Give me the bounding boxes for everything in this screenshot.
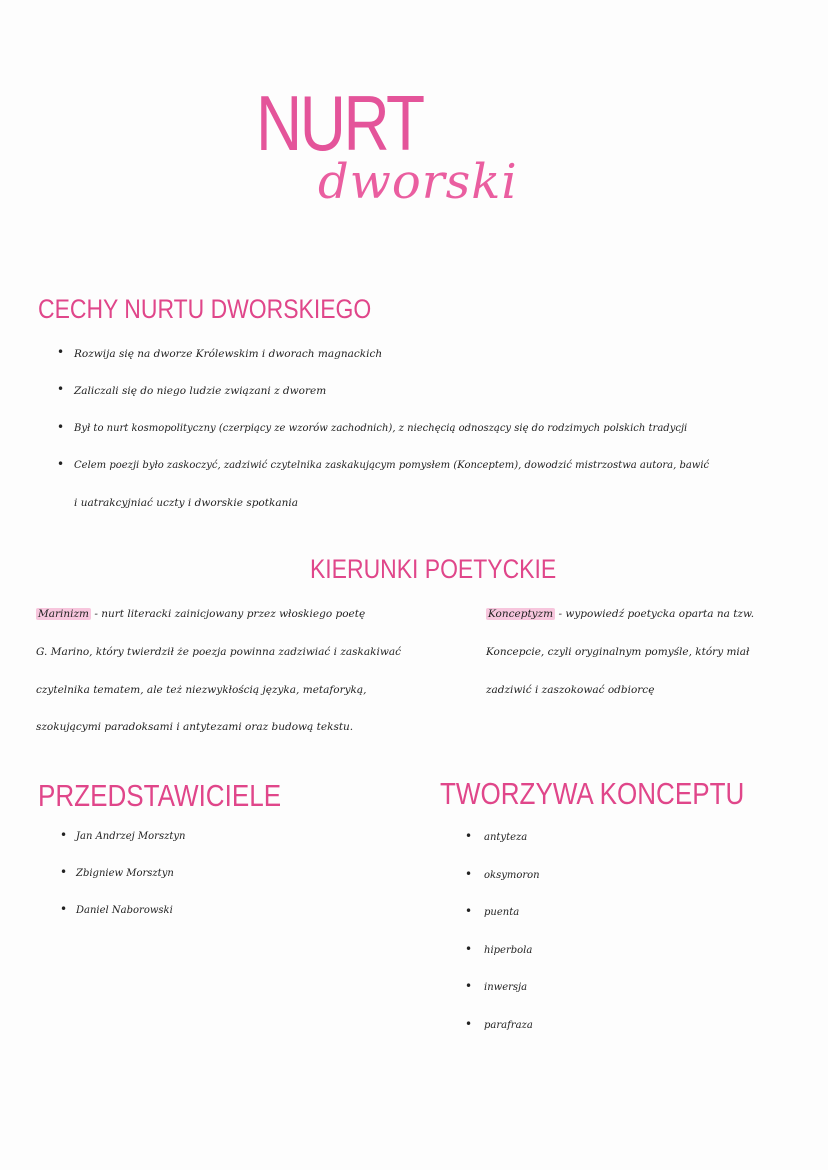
page-subtitle: dworski	[318, 154, 518, 210]
marinizm-line: G. Marino, który twierdził że poezja powinna zadziwiać i zaskakiwać	[36, 646, 401, 658]
bullet-icon: •	[465, 867, 473, 881]
marinizm-line: szokującymi paradoksami i antytezami oraz budową tekstu.	[36, 721, 354, 733]
bullet-icon: •	[60, 902, 68, 916]
bullet-icon: •	[465, 942, 473, 956]
bullet-icon: •	[57, 345, 65, 359]
konceptyzm-term: Konceptyzm	[488, 608, 554, 620]
bullet-icon: •	[57, 382, 65, 396]
list-item: Celem poezji było zaskoczyć, zadziwić czytelnika zaskakującym pomysłem (Konceptem), dowodzić mistrzostwa autora, bawić	[74, 460, 710, 471]
list-item: Daniel Naborowski	[76, 905, 173, 916]
bullet-icon: •	[465, 829, 473, 843]
bullet-icon: •	[465, 904, 473, 918]
bullet-icon: •	[60, 828, 68, 842]
list-item: antyteza	[484, 832, 528, 843]
list-item: Jan Andrzej Morsztyn	[76, 831, 186, 842]
list-item: inwersja	[484, 982, 528, 993]
bullet-icon: •	[465, 1017, 473, 1031]
list-item: Zaliczali się do niego ludzie związani z dworem	[74, 385, 327, 397]
bullet-icon: •	[57, 457, 65, 471]
section-heading-kierunki: KIERUNKI POETYCKIE	[310, 554, 557, 584]
list-item: Był to nurt kosmopolityczny (czerpiący ze wzorów zachodnich), z niechęcią odnoszący się do rodzimych polskich tradycji	[74, 423, 688, 434]
list-item: oksymoron	[484, 870, 540, 881]
list-item: parafraza	[484, 1020, 533, 1031]
list-item: Zbigniew Morsztyn	[76, 868, 174, 879]
list-item: Rozwija się na dworze Królewskim i dworach magnackich	[74, 348, 383, 360]
section-heading-cechy: CECHY NURTU DWORSKIEGO	[38, 294, 372, 324]
bullet-icon: •	[57, 420, 65, 434]
section-heading-tworzywa: TWORZYWA KONCEPTU	[440, 776, 745, 811]
list-item: hiperbola	[484, 945, 533, 956]
list-item-continuation: i uatrakcyjniać uczty i dworskie spotkania	[74, 497, 298, 509]
bullet-icon: •	[465, 979, 473, 993]
bullet-icon: •	[60, 865, 68, 879]
marinizm-term: Marinizm	[38, 608, 89, 620]
marinizm-line: - nurt literacki zainicjowany przez włoskiego poetę	[94, 608, 366, 620]
section-heading-przedstawiciele: PRZEDSTAWICIELE	[38, 778, 282, 813]
konceptyzm-line: zadziwić i zaszokować odbiorcę	[486, 684, 655, 696]
list-item: puenta	[484, 907, 520, 918]
konceptyzm-line: - wypowiedź poetycka oparta na tzw.	[558, 608, 755, 620]
page-title: NURT	[256, 79, 423, 167]
konceptyzm-line: Koncepcie, czyli oryginalnym pomyśle, który miał	[486, 646, 750, 658]
marinizm-line: czytelnika tematem, ale też niezwykłością języka, metaforyką,	[36, 684, 367, 696]
